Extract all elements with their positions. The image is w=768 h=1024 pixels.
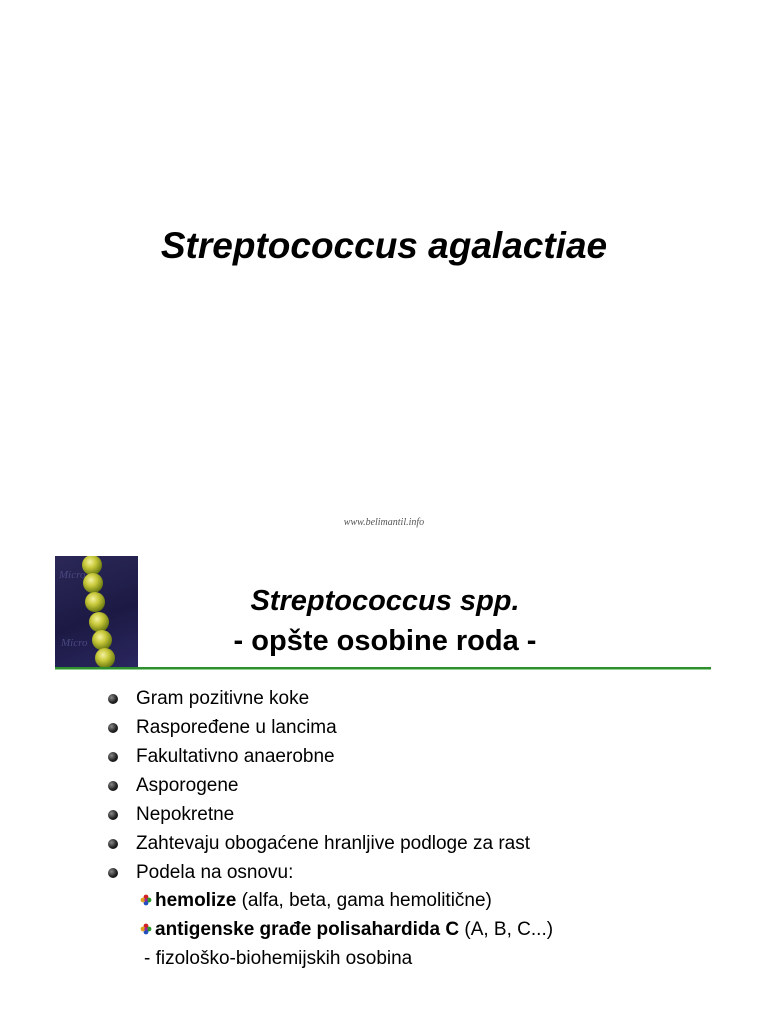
list-item: Gram pozitivne koke — [104, 684, 530, 713]
sub-item-antigen: antigenske građe polisahardida C (A, B, C...) — [140, 915, 553, 944]
bullet-dot-icon — [108, 810, 118, 820]
list-item: Raspoređene u lancima — [104, 713, 530, 742]
slide-subtitle: - opšte osobine roda - — [233, 625, 537, 657]
list-item: Nepokretne — [104, 800, 530, 829]
bullet-dot-icon — [108, 723, 118, 733]
bullet-dot-icon — [108, 781, 118, 791]
title-divider — [55, 667, 711, 670]
bullet-dot-icon — [108, 839, 118, 849]
sub-item-physiology: - fizološko-biohemijskih osobina — [144, 948, 413, 969]
streptococcus-micrograph-image — [55, 556, 138, 667]
bullet-dot-icon — [108, 868, 118, 878]
page-title: Streptococcus agalactiae — [160, 225, 608, 266]
bullet-dot-icon — [108, 694, 118, 704]
flower-bullet-icon — [140, 923, 152, 935]
list-item: Fakultativno anaerobne — [104, 742, 530, 771]
list-item: Podela na osnovu: — [104, 858, 530, 887]
flower-bullet-icon — [140, 894, 152, 906]
svg-text:Micro: Micro — [59, 569, 86, 581]
watermark-url: www.belimantil.info — [343, 517, 425, 528]
slide-title: Streptococcus spp. — [250, 585, 520, 617]
list-item: Asporogene — [104, 771, 530, 800]
svg-text:Micro: Micro — [61, 637, 88, 649]
bullet-list — [104, 684, 530, 887]
list-item: Zahtevaju obogaćene hranljive podloge za rast — [104, 829, 530, 858]
sub-item-hemolysis: hemolize (alfa, beta, gama hemolitične) — [140, 886, 492, 915]
bullet-dot-icon — [108, 752, 118, 762]
